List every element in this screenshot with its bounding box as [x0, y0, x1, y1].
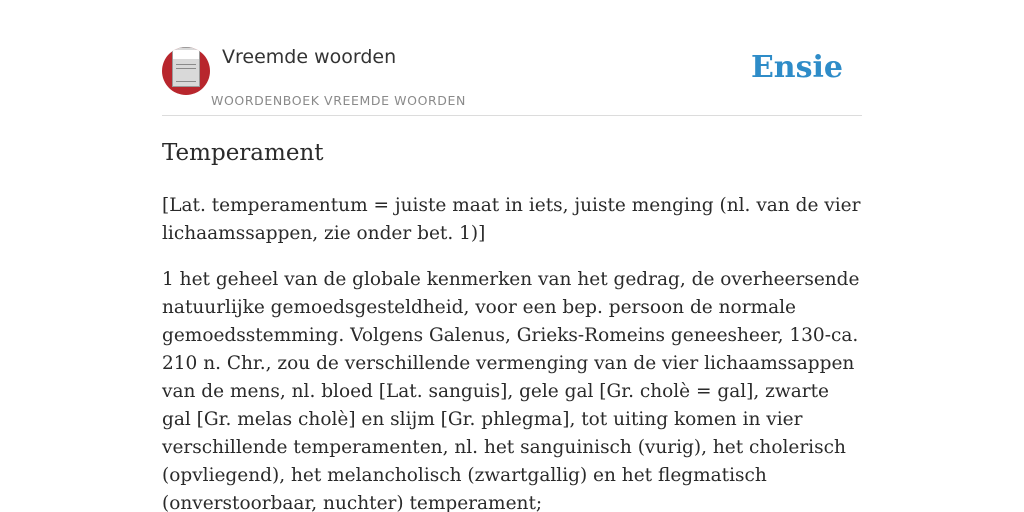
entry-etymology: [Lat. temperamentum = juiste maat in iets, juiste menging (nl. van de vier lichaamssappen, zie onder bet. 1)]	[162, 195, 861, 244]
entry-title: Temperament	[162, 140, 324, 166]
book-cover-line	[176, 81, 196, 82]
book-cover	[172, 47, 200, 87]
site-title[interactable]: Vreemde woorden	[222, 46, 397, 68]
header	[162, 0, 862, 116]
book-cover-line	[176, 68, 196, 69]
site-subtitle: WOORDENBOEK VREEMDE WOORDEN	[211, 93, 466, 108]
book-cover-band	[173, 50, 199, 59]
entry-body	[162, 192, 862, 512]
page	[162, 0, 862, 512]
entry-definition: 1 het geheel van de globale kenmerken van het gedrag, de overheersende natuurlijke gemoedsgesteldheid, voor een bep. persoon de normale gemoedsstemming. Volgens Galenus, Grieks-Romeins geneesheer, 130-ca. 210 n. Chr., zou de verschillende vermenging van de vier lichaamssappen van de mens, nl. bloed [Lat. sanguis], gele gal [Gr. cholè = gal], zwarte gal [Gr. melas cholè] en slijm [Gr. phlegma], tot uiting komen in vier verschillende temperamenten, nl. het sanguinisch (vurig), het cholerisch (opvliegend), het melancholisch (zwartgallig) en het flegmatisch (onverstoorbaar, nuchter) temperament;	[162, 269, 860, 512]
book-cover-icon[interactable]	[162, 47, 210, 95]
brand-logo[interactable]: Ensie	[750, 50, 843, 85]
book-cover-line	[176, 64, 196, 65]
